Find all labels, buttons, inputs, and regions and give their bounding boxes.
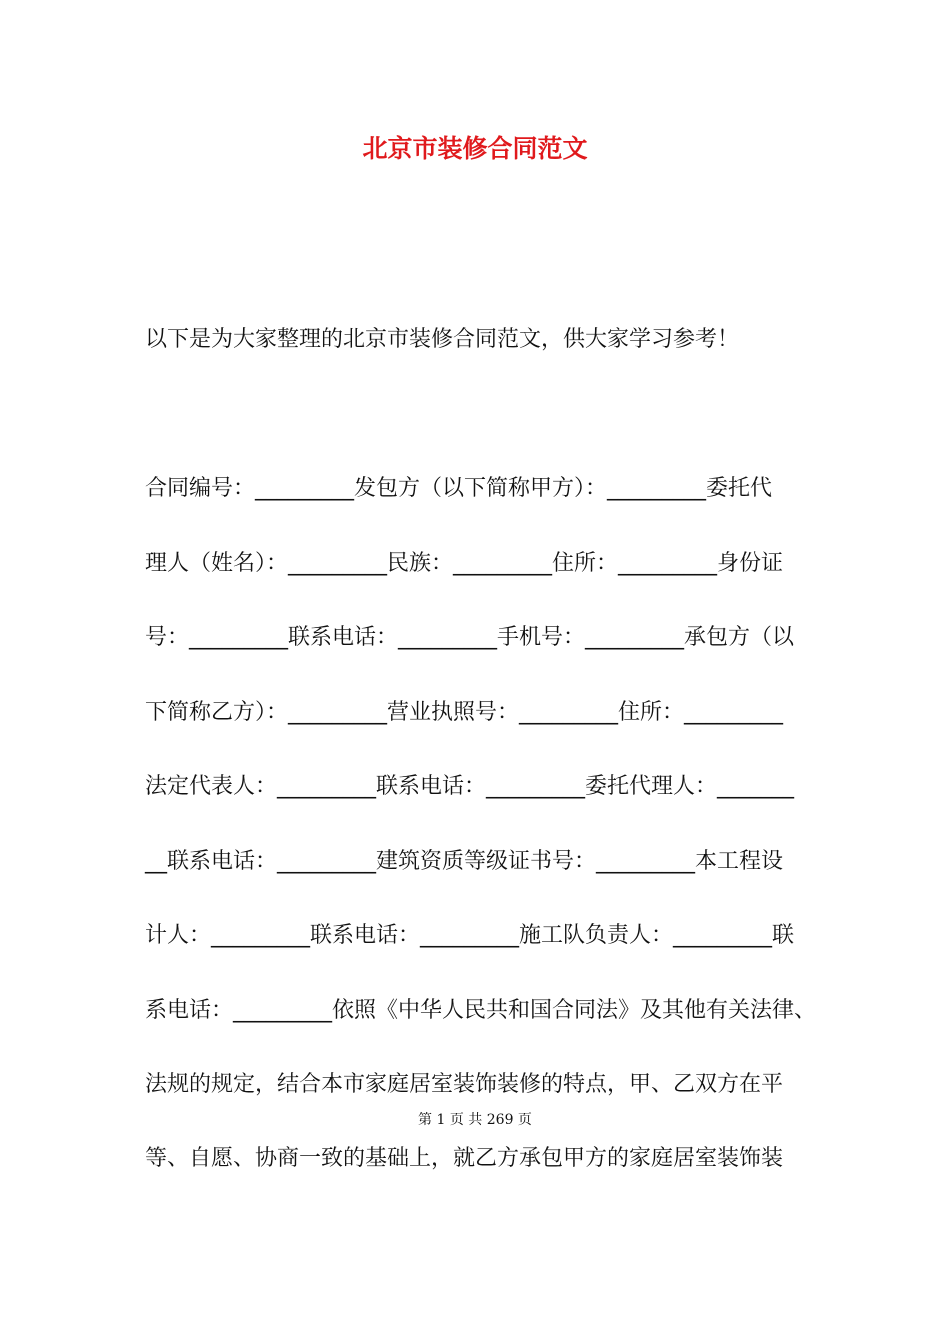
body-line-4: 下简称乙方）：_________营业执照号：_________住所：_________ xyxy=(145,700,784,725)
body-line-3: 号：_________联系电话：_________手机号：_________承包方（以 xyxy=(145,625,795,650)
page-number-footer: 第 1 页 共 269 页 xyxy=(418,1112,532,1128)
body-line-8: 系电话：_________依照《中华人民共和国合同法》及其他有关法律、 xyxy=(145,998,817,1023)
body-line-7: 计人：_________联系电话：_________施工队负责人：_________联 xyxy=(145,923,795,948)
body-line-5: 法定代表人：_________联系电话：_________委托代理人：_______ xyxy=(145,774,795,799)
body-line-9: 法规的规定，结合本市家庭居室装饰装修的特点，甲、乙双方在平 xyxy=(145,1072,784,1097)
body-line-10: 等、自愿、协商一致的基础上，就乙方承包甲方的家庭居室装饰装 xyxy=(145,1146,784,1171)
body-line-1: 合同编号：_________发包方（以下简称甲方）：_________委托代 xyxy=(145,476,773,501)
document-title: 北京市装修合同范文 xyxy=(362,134,588,163)
body-line-6: __联系电话：_________建筑资质等级证书号：_________本工程设 xyxy=(145,849,784,874)
body-line-2: 理人（姓名）：_________民族：_________住所：_________身份证 xyxy=(145,551,784,576)
intro-paragraph: 以下是为大家整理的北京市装修合同范文，供大家学习参考！ xyxy=(145,327,740,352)
